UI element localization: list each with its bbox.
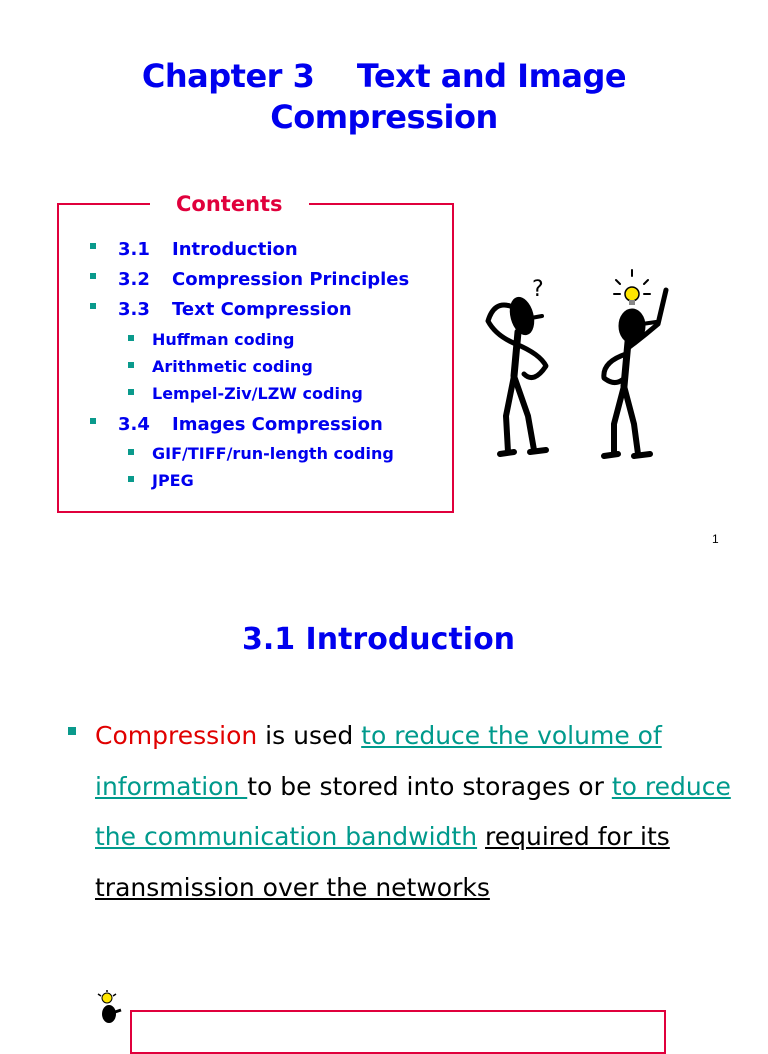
toc-number: 3.1 [118, 239, 150, 260]
sub-bullet-icon [128, 362, 134, 368]
toc-item-introduction[interactable] [118, 239, 298, 261]
toc-label: Compression Principles [172, 269, 410, 290]
thinking-figures-illustration [474, 266, 704, 470]
page-number: 1 [712, 532, 719, 546]
bullet-icon [90, 418, 96, 424]
link-reduce-bandwidth[interactable]: to reduce the communication bandwidth [95, 771, 731, 851]
bullet-icon [90, 303, 96, 309]
toc-item-compression-principles[interactable] [118, 269, 409, 291]
bullet-icon [90, 243, 96, 249]
toc-label: Images Compression [172, 414, 383, 435]
toc-subitem-jpeg[interactable]: JPEG [152, 471, 194, 490]
toc-number: 3.3 [118, 299, 150, 320]
toc-subitem-lzw[interactable]: Lempel-Ziv/LZW coding [152, 384, 363, 403]
paragraph-text: to be stored into storages or [247, 771, 612, 801]
chapter-title-line2: Compression [270, 98, 498, 136]
bullet-icon [68, 727, 76, 735]
paragraph-text: is used [257, 721, 362, 750]
bullet-icon [90, 273, 96, 279]
section-heading: 3.1 Introduction [241, 622, 516, 657]
chapter-title-line1: Chapter 3 Text and Image [141, 57, 627, 95]
toc-subitem-huffman[interactable]: Huffman coding [152, 330, 295, 349]
intro-paragraph [95, 711, 735, 913]
toc-label: Introduction [172, 239, 298, 260]
toc-number: 3.4 [118, 414, 150, 435]
toc-number: 3.2 [118, 269, 150, 290]
chapter-title [0, 56, 768, 138]
thinking-figures-icon [474, 266, 704, 466]
term-compression: Compression [95, 721, 258, 750]
link-reduce-volume[interactable]: to reduce the volume of information [95, 721, 662, 801]
sub-bullet-icon [128, 335, 134, 341]
note-box [130, 1010, 666, 1054]
toc-subitem-arithmetic[interactable]: Arithmetic coding [152, 357, 313, 376]
toc-subitem-gif-tiff[interactable]: GIF/TIFF/run-length coding [152, 444, 394, 463]
sub-bullet-icon [128, 476, 134, 482]
sub-bullet-icon [128, 389, 134, 395]
toc-item-text-compression[interactable] [118, 299, 352, 321]
contents-label: Contents [150, 190, 309, 218]
question-mark: ? [532, 277, 544, 302]
idea-note-icon [93, 990, 127, 1028]
underlined-text: required for its transmission over the networks [95, 822, 670, 902]
sub-bullet-icon [128, 449, 134, 455]
toc-item-images-compression[interactable] [118, 414, 383, 436]
paragraph-text [477, 822, 485, 851]
toc-label: Text Compression [172, 299, 352, 320]
